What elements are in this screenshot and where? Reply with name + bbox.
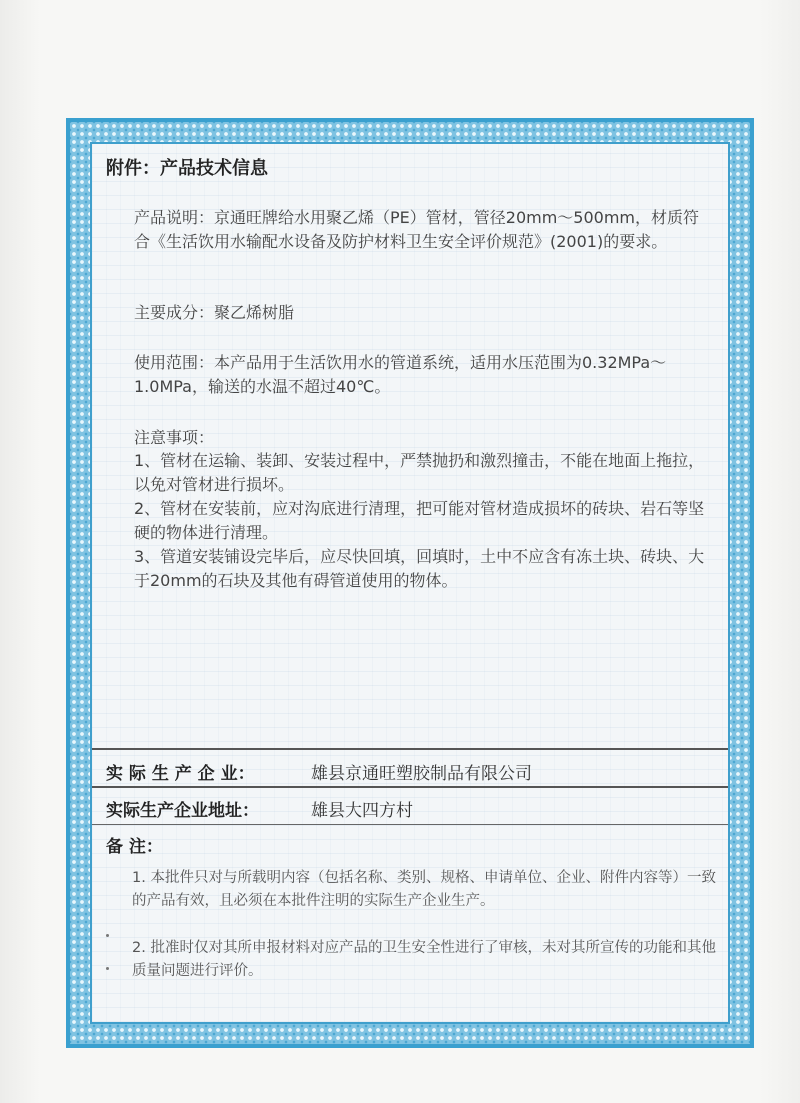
- manufacturer-label: 实 际 生 产 企 业：: [106, 764, 255, 784]
- paper-speck: [106, 934, 109, 937]
- note-item-2: 2、管材在安装前，应对沟底进行清理，把可能对管材造成损坏的砖块、岩石等坚硬的物体进行清理。: [134, 499, 705, 542]
- certificate-content: [92, 144, 728, 1022]
- main-ingredient: 主要成分：聚乙烯树脂: [134, 303, 295, 322]
- remark-item-2: 2. 批准时仅对其所申报材料对应产品的卫生安全性进行了审核，未对其所宣传的功能和其他质量问题进行评价。: [132, 940, 716, 979]
- paper-speck: [106, 967, 109, 970]
- usage-scope: 使用范围：本产品用于生活饮用水的管道系统，适用水压范围为0.32MPa～1.0MPa，输送的水温不超过40℃。: [134, 353, 667, 396]
- note-item-1: 1、管材在运输、装卸、安装过程中，严禁抛扔和激烈撞击，不能在地面上拖拉，以免对管材进行损坏。: [134, 451, 705, 494]
- divider-middle: [92, 786, 728, 788]
- divider-bottom: [92, 824, 728, 825]
- page-title: 附件：产品技术信息: [106, 158, 268, 179]
- manufacturer-address-value: 雄县大四方村: [311, 801, 413, 821]
- remark-item-1: 1. 本批件只对与所载明内容（包括名称、类别、规格、申请单位、企业、附件内容等）一致的产品有效，且必须在本批件注明的实际生产企业生产。: [132, 870, 716, 909]
- remarks-label: 备 注：: [106, 837, 163, 857]
- notes-title: 注意事项：: [134, 428, 215, 447]
- note-item-3: 3、管道安装铺设完毕后，应尽快回填，回填时，土中不应含有冻土块、砖块、大于20mm的石块及其他有碍管道使用的物体。: [134, 547, 705, 590]
- manufacturer-value: 雄县京通旺塑胶制品有限公司: [311, 764, 532, 784]
- manufacturer-address-label: 实际生产企业地址：: [106, 801, 259, 821]
- divider-top: [92, 748, 728, 750]
- product-description: 产品说明：京通旺牌给水用聚乙烯（PE）管材，管径20mm～500mm，材质符合《生活饮用水输配水设备及防护材料卫生安全评价规范》(2001)的要求。: [134, 208, 700, 251]
